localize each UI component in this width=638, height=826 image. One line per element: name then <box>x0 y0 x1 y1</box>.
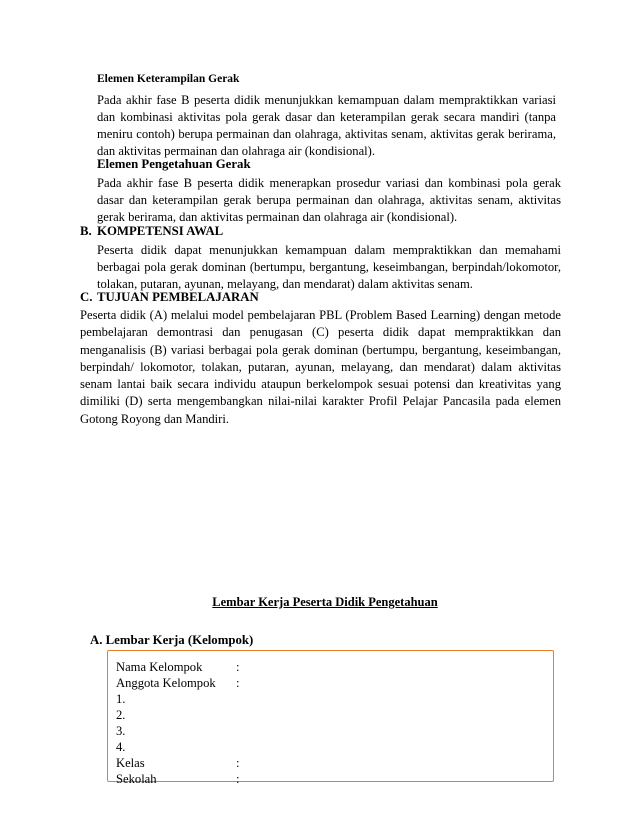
form-label: 3. <box>116 724 126 738</box>
form-colon: : <box>236 660 240 674</box>
lkpd-title: Lembar Kerja Peserta Didik Pengetahuan <box>212 595 438 609</box>
tujuan-pembelajaran-marker: C. <box>80 290 93 304</box>
kompetensi-awal-body: Peserta didik dapat menunjukkan kemampuan dalam mempraktikkan dan memahami berbagai pola gerak dominan (bertumpu, bergantung, keseimbangan, berpindah/lokomotor, tolakan, putaran, ayunan, melayang, dan mendarat) dalam aktivitas senam. <box>97 243 561 291</box>
elemen-keterampilan-title: Elemen Keterampilan Gerak <box>97 73 240 85</box>
form-row-sekolah <box>116 771 240 787</box>
form-label: 2. <box>116 708 126 722</box>
form-label: Kelas <box>116 756 145 770</box>
form-colon: : <box>236 756 240 770</box>
elemen-keterampilan-body: Pada akhir fase B peserta didik menunjukkan kemampuan dalam mempraktikkan variasi dan kombinasi aktivitas pola gerak dasar dan keterampilan gerak secara mandiri (tanpa meniru contoh) berupa permainan dan olahraga, aktivitas senam, aktivitas gerak berirama, dan aktivitas permainan dan olahraga air (kondisional). <box>97 93 556 158</box>
form-row-anggota-1 <box>116 691 125 707</box>
lkpd-subheading: A. Lembar Kerja (Kelompok) <box>90 633 254 647</box>
form-row-anggota-4 <box>116 739 125 755</box>
form-label: Sekolah <box>116 772 157 786</box>
form-row-nama-kelompok <box>116 659 240 675</box>
form-row-kelas <box>116 755 240 771</box>
tujuan-pembelajaran-title: TUJUAN PEMBELAJARAN <box>97 290 259 304</box>
kompetensi-awal-title: KOMPETENSI AWAL <box>97 224 224 238</box>
form-row-anggota-2 <box>116 707 125 723</box>
form-label: Nama Kelompok <box>116 660 203 674</box>
kompetensi-awal-marker: B. <box>80 224 92 238</box>
elemen-pengetahuan-body: Pada akhir fase B peserta didik menerapkan prosedur variasi dan kombinasi pola gerak dasar dan keterampilan gerak berupa permainan dan olahraga, aktivitas senam, aktivitas gerak berirama, dan aktivitas permainan dan olahraga air (kondisional). <box>97 176 561 224</box>
group-form-box <box>107 650 554 786</box>
form-label: 4. <box>116 740 126 754</box>
form-row-anggota-3 <box>116 723 125 739</box>
form-colon: : <box>236 772 240 786</box>
form-label: Anggota Kelompok <box>116 676 216 690</box>
form-colon: : <box>236 676 240 690</box>
form-row-anggota-kelompok <box>116 675 240 691</box>
elemen-pengetahuan-title: Elemen Pengetahuan Gerak <box>97 157 251 171</box>
form-label: 1. <box>116 692 126 706</box>
tujuan-pembelajaran-body: Peserta didik (A) melalui model pembelajaran PBL (Problem Based Learning) dengan metode pembelajaran demontrasi dan penugasan (C) peserta didik dapat mempraktikkan dan menganalisis (B) variasi berbagai pola gerak dominan (bertumpu, bergantung, keseimbangan, berpindah/ lokomotor, tolakan, putaran, ayunan, melayang, dan mendarat) dalam aktivitas senam lantai baik secara individu ataupun berkelompok sesuai potensi dan kreativitas yang dimiliki (D) serta mengembangkan nilai-nilai karakter Profil Pelajar Pancasila pada elemen Gotong Royong dan Mandiri. <box>80 308 561 426</box>
